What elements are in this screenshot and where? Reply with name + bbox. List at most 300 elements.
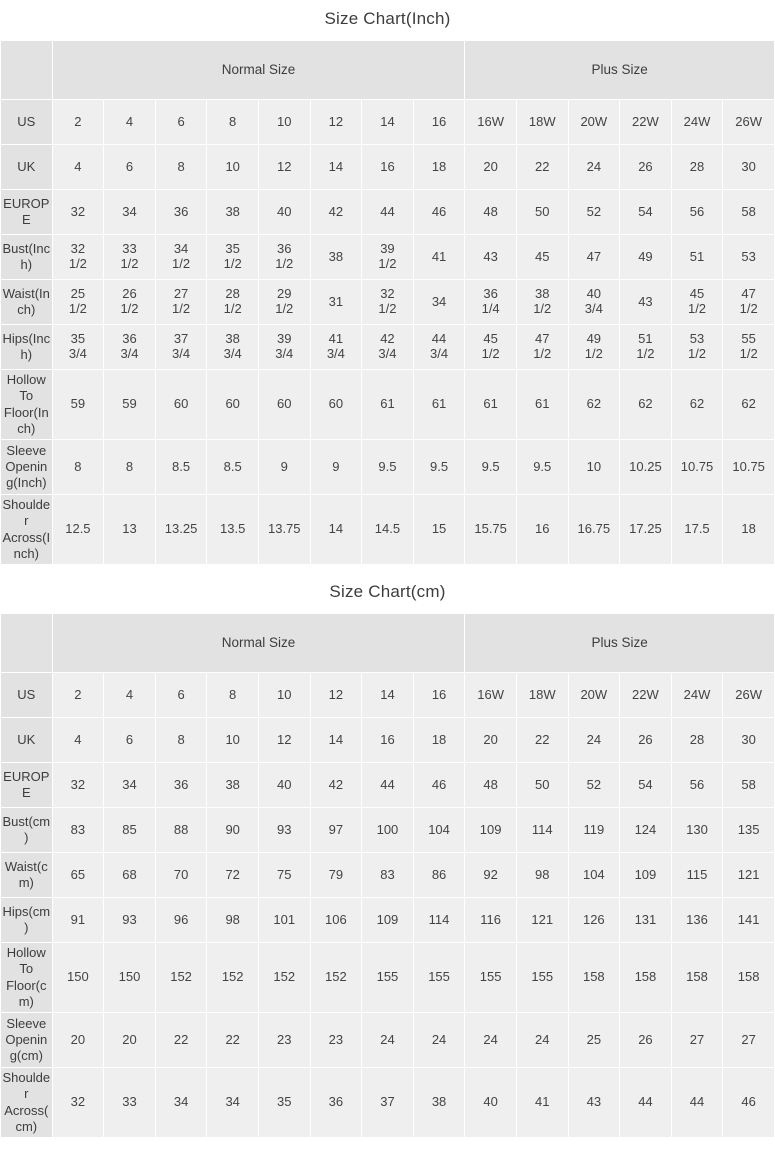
inch-cell: 17.5 [671,495,723,565]
cm-cell: 92 [465,853,517,898]
inch-cell: 34 1/2 [155,235,207,280]
cm-cell: 155 [413,943,465,1013]
cm-cell: 34 [104,763,156,808]
inch-cell: 18 [413,145,465,190]
table-row [1,763,775,808]
inch-cell: 59 [52,370,104,440]
inch-cell: 56 [671,190,723,235]
inch-cell: 43 [620,280,672,325]
cm-cell: 24 [465,1013,517,1068]
inch-cell: 27 1/2 [155,280,207,325]
inch-cell: 29 1/2 [258,280,310,325]
inch-row-label: Shoulder Across(Inch) [1,495,53,565]
inch-cell: 53 1/2 [671,325,723,370]
cm-cell: 91 [52,898,104,943]
inch-cell: 41 3/4 [310,325,362,370]
cm-cell: 22W [620,673,672,718]
cm-cell: 109 [362,898,414,943]
cm-cell: 46 [413,763,465,808]
inch-cell: 9.5 [413,440,465,495]
cm-row-label: UK [1,718,53,763]
cm-row-label: Bust(cm) [1,808,53,853]
cm-cell: 10 [258,673,310,718]
cm-cell: 35 [258,1068,310,1138]
cm-row-label: Hollow To Floor(cm) [1,943,53,1013]
inch-cell: 13.75 [258,495,310,565]
cm-cell: 32 [52,763,104,808]
inch-cell: 8.5 [207,440,259,495]
inch-cell: 54 [620,190,672,235]
cm-cell: 115 [671,853,723,898]
inch-cell: 38 [207,190,259,235]
inch-cell: 42 3/4 [362,325,414,370]
inch-cell: 12 [258,145,310,190]
inch-cell: 51 [671,235,723,280]
inch-cell: 6 [155,100,207,145]
table-row [1,370,775,440]
cm-cell: 158 [723,943,775,1013]
table-row [1,808,775,853]
table-row [1,673,775,718]
cm-cell: 16W [465,673,517,718]
cm-cell: 14 [362,673,414,718]
table-row [1,235,775,280]
table-row [1,190,775,235]
cm-cell: 109 [465,808,517,853]
inch-row-label: Waist(Inch) [1,280,53,325]
inch-group-normal: Normal Size [52,41,465,100]
inch-cell: 41 [413,235,465,280]
cm-cell: 24W [671,673,723,718]
inch-cell: 15.75 [465,495,517,565]
cm-cell: 152 [155,943,207,1013]
inch-cell: 14.5 [362,495,414,565]
inch-cell: 51 1/2 [620,325,672,370]
cm-cell: 130 [671,808,723,853]
inch-cell: 4 [52,145,104,190]
table-row [1,1068,775,1138]
inch-cell: 32 [52,190,104,235]
inch-cell: 45 1/2 [671,280,723,325]
inch-group-plus: Plus Size [465,41,775,100]
cm-cell: 121 [723,853,775,898]
cm-cell: 136 [671,898,723,943]
cm-cell: 50 [516,763,568,808]
inch-cell: 59 [104,370,156,440]
table-row [1,145,775,190]
inch-cell: 9.5 [516,440,568,495]
inch-cell: 45 1/2 [465,325,517,370]
inch-cell: 10 [568,440,620,495]
cm-row-label: Hips(cm) [1,898,53,943]
inch-cell: 47 1/2 [516,325,568,370]
cm-cell: 44 [620,1068,672,1138]
table-row [1,898,775,943]
cm-cell: 2 [52,673,104,718]
inch-cell: 60 [310,370,362,440]
cm-cell: 152 [310,943,362,1013]
inch-cell: 9.5 [465,440,517,495]
inch-cell: 60 [258,370,310,440]
inch-cell: 20 [465,145,517,190]
cm-cell: 68 [104,853,156,898]
cm-cell: 124 [620,808,672,853]
inch-cell: 20W [568,100,620,145]
inch-cell: 47 1/2 [723,280,775,325]
inch-cell: 61 [362,370,414,440]
inch-cell: 58 [723,190,775,235]
cm-cell: 22 [207,1013,259,1068]
cm-cell: 52 [568,763,620,808]
cm-cell: 36 [310,1068,362,1138]
inch-cell: 35 1/2 [207,235,259,280]
cm-row-label: EUROPE [1,763,53,808]
cm-cell: 131 [620,898,672,943]
inch-cell: 13.5 [207,495,259,565]
inch-cell: 49 [620,235,672,280]
cm-cell: 4 [104,673,156,718]
cm-cell: 75 [258,853,310,898]
inch-cell: 2 [52,100,104,145]
cm-cell: 23 [310,1013,362,1068]
inch-cell: 44 [362,190,414,235]
inch-cell: 60 [207,370,259,440]
inch-cell: 62 [620,370,672,440]
inch-row-label: Sleeve Opening(Inch) [1,440,53,495]
inch-cell: 36 1/4 [465,280,517,325]
cm-cell: 41 [516,1068,568,1138]
inch-cell: 12.5 [52,495,104,565]
cm-cell: 119 [568,808,620,853]
inch-cell: 42 [310,190,362,235]
cm-cell: 8 [207,673,259,718]
inch-cell: 28 [671,145,723,190]
cm-cell: 40 [258,763,310,808]
cm-cell: 18W [516,673,568,718]
cm-cell: 86 [413,853,465,898]
cm-chart-title: Size Chart(cm) [0,573,775,613]
cm-cell: 88 [155,808,207,853]
cm-cell: 34 [155,1068,207,1138]
table-row [1,718,775,763]
inch-cell: 10.75 [723,440,775,495]
cm-cell: 54 [620,763,672,808]
cm-cell: 43 [568,1068,620,1138]
inch-cell: 30 [723,145,775,190]
inch-cell: 50 [516,190,568,235]
inch-chart-title: Size Chart(Inch) [0,0,775,40]
inch-cell: 33 1/2 [104,235,156,280]
inch-cell: 47 [568,235,620,280]
inch-cell: 24W [671,100,723,145]
cm-cell: 27 [671,1013,723,1068]
cm-cell: 101 [258,898,310,943]
cm-cell: 97 [310,808,362,853]
cm-cell: 10 [207,718,259,763]
cm-cell: 28 [671,718,723,763]
cm-cell: 24 [568,718,620,763]
inch-cell: 36 [155,190,207,235]
inch-cell: 12 [310,100,362,145]
cm-cell: 135 [723,808,775,853]
inch-cell: 13.25 [155,495,207,565]
inch-cell: 14 [362,100,414,145]
cm-cell: 109 [620,853,672,898]
inch-cell: 34 [104,190,156,235]
inch-cell: 26 1/2 [104,280,156,325]
cm-cell: 30 [723,718,775,763]
inch-cell: 9.5 [362,440,414,495]
inch-cell: 18W [516,100,568,145]
cm-cell: 18 [413,718,465,763]
cm-group-normal: Normal Size [52,614,465,673]
cm-cell: 4 [52,718,104,763]
inch-cell: 16.75 [568,495,620,565]
inch-cell: 38 3/4 [207,325,259,370]
cm-cell: 70 [155,853,207,898]
table-row [1,280,775,325]
cm-cell: 26 [620,718,672,763]
cm-cell: 121 [516,898,568,943]
cm-cell: 32 [52,1068,104,1138]
cm-cell: 155 [465,943,517,1013]
cm-cell: 24 [516,1013,568,1068]
cm-cell: 141 [723,898,775,943]
inch-cell: 61 [413,370,465,440]
cm-cell: 8 [155,718,207,763]
inch-row-label: Bust(Inch) [1,235,53,280]
inch-cell: 22W [620,100,672,145]
inch-cell: 18 [723,495,775,565]
cm-row-label: Waist(cm) [1,853,53,898]
cm-cell: 20 [52,1013,104,1068]
cm-cell: 93 [104,898,156,943]
inch-cell: 62 [671,370,723,440]
cm-cell: 22 [516,718,568,763]
inch-row-label: Hollow To Floor(Inch) [1,370,53,440]
inch-row-label: Hips(Inch) [1,325,53,370]
table-row [1,440,775,495]
inch-cell: 35 3/4 [52,325,104,370]
inch-row-label: EUROPE [1,190,53,235]
cm-cell: 12 [258,718,310,763]
cm-cell: 34 [207,1068,259,1138]
cm-size-table [0,613,775,1138]
cm-cell: 158 [671,943,723,1013]
inch-cell: 13 [104,495,156,565]
inch-cell: 8 [207,100,259,145]
cm-cell: 44 [671,1068,723,1138]
cm-cell: 24 [413,1013,465,1068]
cm-cell: 65 [52,853,104,898]
inch-cell: 16 [516,495,568,565]
inch-cell: 14 [310,495,362,565]
cm-cell: 33 [104,1068,156,1138]
cm-cell: 114 [413,898,465,943]
cm-cell: 20W [568,673,620,718]
inch-cell: 32 1/2 [52,235,104,280]
inch-cell: 39 1/2 [362,235,414,280]
cm-cell: 48 [465,763,517,808]
cm-cell: 98 [516,853,568,898]
cm-cell: 20 [104,1013,156,1068]
cm-cell: 83 [362,853,414,898]
inch-cell: 34 [413,280,465,325]
cm-cell: 22 [155,1013,207,1068]
cm-cell: 83 [52,808,104,853]
table-row [1,325,775,370]
cm-cell: 96 [155,898,207,943]
inch-cell: 40 3/4 [568,280,620,325]
cm-table-body [1,614,775,1138]
cm-row-label: Shoulder Across(cm) [1,1068,53,1138]
inch-cell: 8.5 [155,440,207,495]
cm-cell: 6 [155,673,207,718]
inch-cell: 10.25 [620,440,672,495]
inch-cell: 16 [362,145,414,190]
cm-cell: 155 [516,943,568,1013]
cm-cell: 72 [207,853,259,898]
inch-cell: 38 1/2 [516,280,568,325]
cm-cell: 26 [620,1013,672,1068]
cm-cell: 79 [310,853,362,898]
cm-cell: 155 [362,943,414,1013]
inch-cell: 9 [310,440,362,495]
inch-cell: 46 [413,190,465,235]
cm-cell: 104 [568,853,620,898]
table-row [1,853,775,898]
cm-cell: 150 [52,943,104,1013]
cm-cell: 16 [362,718,414,763]
inch-cell: 15 [413,495,465,565]
chart-spacer [0,565,775,573]
cm-cell: 152 [258,943,310,1013]
inch-cell: 43 [465,235,517,280]
inch-cell: 61 [516,370,568,440]
table-row [1,943,775,1013]
inch-cell: 49 1/2 [568,325,620,370]
cm-cell: 104 [413,808,465,853]
inch-cell: 10 [207,145,259,190]
inch-cell: 22 [516,145,568,190]
inch-cell: 52 [568,190,620,235]
cm-cell: 40 [465,1068,517,1138]
inch-cell: 60 [155,370,207,440]
cm-cell: 38 [207,763,259,808]
cm-cell: 114 [516,808,568,853]
cm-row-label: Sleeve Opening(cm) [1,1013,53,1068]
cm-cell: 46 [723,1068,775,1138]
cm-cell: 37 [362,1068,414,1138]
cm-group-row [1,614,775,673]
cm-cell: 152 [207,943,259,1013]
cm-cell: 126 [568,898,620,943]
inch-cell: 40 [258,190,310,235]
cm-cell: 38 [413,1068,465,1138]
cm-cell: 16 [413,673,465,718]
cm-cell: 27 [723,1013,775,1068]
inch-cell: 48 [465,190,517,235]
inch-cell: 26W [723,100,775,145]
cm-cell: 150 [104,943,156,1013]
cm-cell: 85 [104,808,156,853]
inch-cell: 38 [310,235,362,280]
inch-cell: 10.75 [671,440,723,495]
inch-cell: 55 1/2 [723,325,775,370]
inch-cell: 4 [104,100,156,145]
cm-cell: 93 [258,808,310,853]
inch-cell: 37 3/4 [155,325,207,370]
inch-cell: 10 [258,100,310,145]
cm-cell: 23 [258,1013,310,1068]
inch-cell: 26 [620,145,672,190]
inch-row-label: UK [1,145,53,190]
inch-cell: 44 3/4 [413,325,465,370]
inch-table-body [1,41,775,565]
cm-cell: 24 [362,1013,414,1068]
cm-row-label: US [1,673,53,718]
cm-cell: 158 [620,943,672,1013]
cm-cell: 14 [310,718,362,763]
inch-cell: 61 [465,370,517,440]
inch-cell: 17.25 [620,495,672,565]
inch-cell: 36 3/4 [104,325,156,370]
cm-cell: 90 [207,808,259,853]
inch-cell: 32 1/2 [362,280,414,325]
inch-cell: 25 1/2 [52,280,104,325]
inch-cell: 31 [310,280,362,325]
inch-cell: 53 [723,235,775,280]
cm-cell: 12 [310,673,362,718]
cm-cell: 44 [362,763,414,808]
cm-cell: 100 [362,808,414,853]
cm-cell: 6 [104,718,156,763]
inch-cell: 8 [155,145,207,190]
inch-corner-cell [1,41,53,100]
table-row [1,495,775,565]
inch-cell: 14 [310,145,362,190]
table-row [1,100,775,145]
inch-cell: 6 [104,145,156,190]
inch-cell: 39 3/4 [258,325,310,370]
cm-cell: 20 [465,718,517,763]
cm-cell: 106 [310,898,362,943]
inch-group-row [1,41,775,100]
inch-cell: 62 [568,370,620,440]
table-row [1,1013,775,1068]
inch-cell: 16 [413,100,465,145]
cm-cell: 158 [568,943,620,1013]
inch-cell: 8 [104,440,156,495]
inch-cell: 36 1/2 [258,235,310,280]
cm-cell: 98 [207,898,259,943]
cm-cell: 36 [155,763,207,808]
inch-cell: 9 [258,440,310,495]
inch-cell: 8 [52,440,104,495]
inch-cell: 45 [516,235,568,280]
inch-cell: 16W [465,100,517,145]
inch-size-table [0,40,775,565]
cm-group-plus: Plus Size [465,614,775,673]
cm-cell: 42 [310,763,362,808]
inch-row-label: US [1,100,53,145]
cm-cell: 58 [723,763,775,808]
cm-corner-cell [1,614,53,673]
cm-cell: 56 [671,763,723,808]
cm-cell: 116 [465,898,517,943]
inch-cell: 62 [723,370,775,440]
cm-cell: 25 [568,1013,620,1068]
